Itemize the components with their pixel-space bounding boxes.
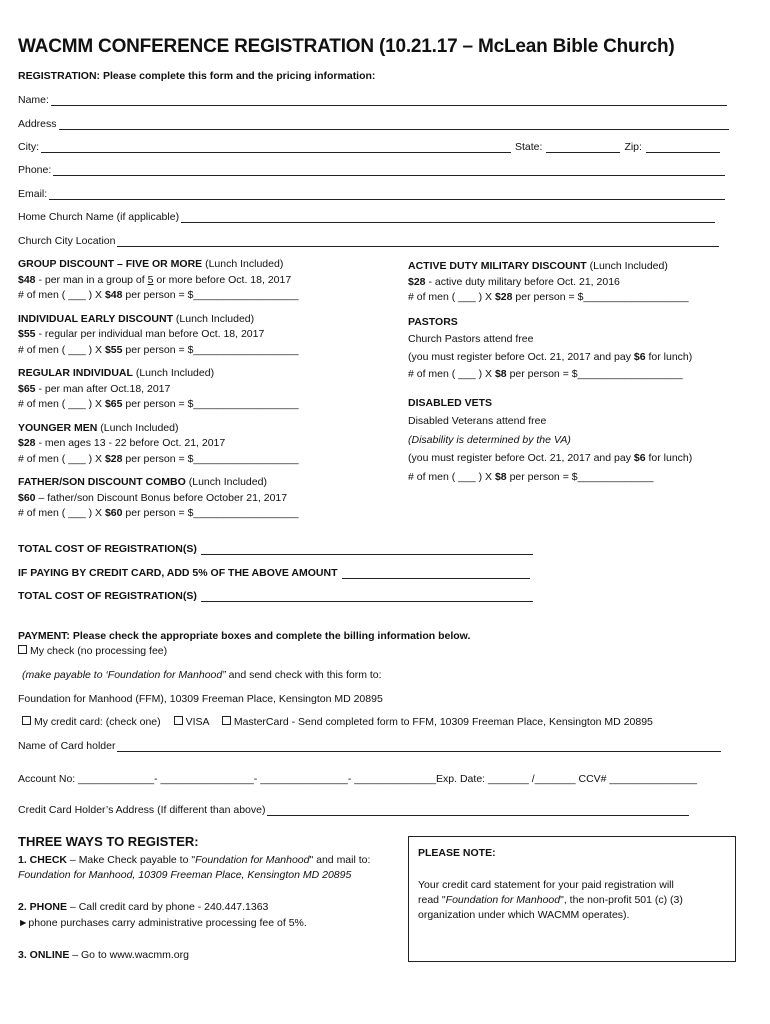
state-label: State: [515, 141, 543, 153]
younger-heading: YOUNGER MEN [18, 421, 98, 434]
credit-surcharge-field[interactable] [342, 567, 530, 579]
group-desc-b: or more before Oct. 18, 2017 [153, 273, 292, 286]
address-field[interactable] [59, 118, 729, 130]
regular-men-a: # of men ( ___ ) X [18, 398, 105, 410]
holder-address-label: Credit Card Holder’s Address (If different than above) [18, 804, 266, 816]
group-heading: GROUP DISCOUNT – FIVE OR MORE [18, 258, 203, 270]
page-title: WACMM CONFERENCE REGISTRATION (10.21.17 – McLean Bible Church) [18, 36, 675, 57]
early-heading: INDIVIDUAL EARLY DISCOUNT [18, 312, 173, 325]
younger-desc: - men ages 13 - 22 before Oct. 21, 2017 [35, 437, 226, 449]
three-ways-heading: THREE WAYS TO REGISTER: [18, 834, 199, 849]
please-note-box [408, 836, 736, 962]
pastors-note-price: $6 [633, 350, 646, 363]
group-men-price: $48 [104, 289, 123, 301]
payable-line [22, 669, 382, 681]
vets-note-price: $6 [633, 452, 646, 464]
regular-men-price: $65 [104, 398, 123, 410]
early-men-a: # of men ( ___ ) X [18, 343, 105, 356]
visa-option[interactable] [174, 716, 209, 728]
military-heading: ACTIVE DUTY MILITARY DISCOUNT [408, 260, 587, 272]
note-line-3: organization under which WACMM operates). [418, 909, 630, 921]
note-line-2b: ", the non-profit 501 (c) (3) [560, 894, 683, 906]
name-field[interactable] [51, 94, 727, 106]
total-label-1: TOTAL COST OF REGISTRATION(S) [18, 543, 197, 555]
pastors-heading: PASTORS [408, 315, 458, 328]
military-men-b: per person = $__________________ [512, 291, 689, 303]
church-city-label: Church City Location [18, 235, 116, 247]
way-check [18, 854, 370, 866]
group-men-line[interactable] [18, 288, 398, 304]
pastors-men-price: $8 [494, 368, 507, 380]
credit-surcharge-label: IF PAYING BY CREDIT CARD, ADD 5% OF THE ABOVE AMOUNT [18, 567, 338, 579]
regular-men-line[interactable] [18, 397, 398, 413]
name-label: Name: [18, 94, 49, 106]
vets-italic: (Disability is determined by the VA) [408, 433, 571, 446]
younger-men-line[interactable] [18, 452, 398, 468]
younger-men-price: $28 [104, 452, 123, 465]
early-men-line[interactable] [18, 343, 398, 359]
credit-card-option[interactable] [22, 716, 161, 728]
younger-men-a: # of men ( ___ ) X [18, 452, 105, 465]
my-check-label: My check (no processing fee) [30, 645, 168, 657]
my-check-checkbox[interactable] [18, 645, 27, 654]
vets-men-a: # of men ( ___ ) X [408, 470, 495, 483]
card-holder-label: Name of Card holder [18, 740, 116, 752]
mastercard-option[interactable] [222, 716, 653, 728]
visa-label: VISA [185, 716, 209, 728]
pastors-men-line[interactable] [408, 366, 748, 384]
regular-men-b: per person = $__________________ [122, 398, 299, 410]
ffm-address: Foundation for Manhood (FFM), 10309 Freeman Place, Kensington MD 20895 [18, 693, 383, 705]
payable-rest: and send check with this form to: [225, 669, 382, 681]
vets-men-b: per person = $_____________ [506, 470, 654, 483]
credit-surcharge-row [18, 567, 530, 579]
visa-checkbox[interactable] [174, 716, 183, 725]
note-line-1: Your credit card statement for your paid registration will [418, 879, 674, 891]
pastors-men-a: # of men ( ___ ) X [408, 368, 495, 380]
zip-label: Zip: [624, 141, 642, 153]
card-holder-row [18, 740, 721, 752]
city-row [18, 141, 720, 153]
group-five: 5 [147, 273, 154, 286]
regular-desc: - per man after Oct.18, 2017 [35, 382, 171, 395]
email-row [18, 188, 725, 200]
way-check-text-a: – Make Check payable to " [67, 854, 196, 866]
state-field[interactable] [546, 141, 620, 153]
younger-lunch: (Lunch Included) [100, 421, 179, 434]
note-line-2 [418, 894, 683, 906]
credit-card-checkbox[interactable] [22, 716, 31, 725]
note-line-2a: read " [418, 894, 446, 906]
payment-heading: PAYMENT: Please check the appropriate boxes and complete the billing information below. [18, 630, 471, 642]
vets-men-line[interactable] [408, 468, 748, 487]
father-son-combo [18, 475, 398, 522]
account-number-line[interactable]: Account No: _____________- ________________- _______________- ______________Exp. Date: _______ /_______ CCV# _______________ [18, 773, 698, 785]
way-check-address [18, 869, 351, 881]
disabled-vets-section [408, 394, 748, 487]
group-discount [18, 257, 398, 304]
way-online-text: – Go to www.wacmm.org [69, 949, 189, 961]
my-check-option[interactable] [18, 645, 167, 657]
way-phone-note: ►phone purchases carry administrative processing fee of 5%. [18, 917, 307, 929]
military-price: $28 [408, 275, 426, 288]
city-label: City: [18, 141, 39, 153]
phone-row [18, 164, 725, 176]
pastors-section [408, 314, 748, 384]
way-phone [18, 901, 268, 913]
way-phone-label: 2. PHONE [18, 901, 68, 913]
please-note-heading: PLEASE NOTE: [418, 847, 496, 859]
church-city-row [18, 235, 719, 247]
church-city-field[interactable] [117, 235, 719, 247]
early-discount [18, 312, 398, 359]
group-price: $48 [18, 273, 36, 286]
holder-address-row [18, 804, 689, 816]
military-desc: - active duty military before Oct. 21, 2016 [425, 275, 620, 288]
way-check-label: 1. CHECK [18, 854, 68, 866]
early-men-b: per person = $__________________ [122, 343, 299, 356]
pastors-note-b: for lunch) [645, 350, 693, 363]
address-label: Address [18, 118, 57, 130]
way-online [18, 949, 189, 961]
phone-field[interactable] [53, 164, 725, 176]
vets-heading: DISABLED VETS [408, 396, 493, 409]
father-son-men-price: $60 [104, 507, 123, 519]
father-son-men-a: # of men ( ___ ) X [18, 507, 105, 519]
pastors-note-a: (you must register before Oct. 21, 2017 and pay [408, 350, 634, 363]
regular-individual [18, 366, 398, 413]
mastercard-label: MasterCard - Send completed form to FFM, 10309 Freeman Place, Kensington MD 20895 [233, 716, 653, 728]
father-son-lunch: (Lunch Included) [188, 476, 267, 488]
group-desc-a: - per man in a group of [35, 273, 148, 286]
payable-italic: (make payable to ‘Foundation for Manhood” [22, 669, 226, 681]
military-discount [408, 259, 748, 306]
card-holder-field[interactable] [117, 740, 721, 752]
card-options-row [22, 716, 653, 728]
father-son-price: $60 [18, 491, 36, 504]
address-row [18, 118, 729, 130]
father-son-desc: – father/son Discount Bonus before October 21, 2017 [35, 491, 288, 504]
vets-men-price: $8 [494, 470, 507, 483]
pricing-left-column [18, 257, 398, 530]
father-son-heading: FATHER/SON DISCOUNT COMBO [18, 476, 186, 488]
registration-instructions: REGISTRATION: Please complete this form and the pricing information: [18, 70, 376, 82]
way-check-text-b: " and mail to: [309, 854, 371, 866]
way-check-address-text: Foundation for Manhood, 10309 Freeman Place, Kensington MD 20895 [18, 869, 352, 881]
pastors-desc: Church Pastors attend free [408, 333, 534, 345]
credit-card-label: My credit card: (check one) [34, 716, 161, 728]
way-check-italic: Foundation for Manhood [195, 854, 310, 866]
regular-price: $65 [18, 382, 36, 395]
home-church-field[interactable] [181, 211, 715, 223]
email-field[interactable] [49, 188, 725, 200]
pricing-right-column [408, 259, 748, 486]
way-online-label: 3. ONLINE [18, 949, 70, 961]
note-line-2-italic: Foundation for Manhood [445, 894, 561, 906]
military-men-line[interactable] [408, 290, 748, 306]
total-label-2: TOTAL COST OF REGISTRATION(S) [18, 590, 197, 602]
total-row-1 [18, 543, 533, 555]
vets-note-a: (you must register before Oct. 21, 2017 and pay [408, 452, 634, 464]
younger-price: $28 [18, 437, 36, 449]
vets-desc: Disabled Veterans attend free [408, 415, 547, 427]
father-son-men-line[interactable] [18, 506, 398, 522]
total-field-2[interactable] [201, 590, 533, 602]
regular-heading: REGULAR INDIVIDUAL [18, 367, 133, 379]
group-men-b: per person = $__________________ [122, 289, 299, 301]
home-church-row [18, 211, 715, 223]
holder-address-field[interactable] [267, 804, 689, 816]
early-lunch: (Lunch Included) [175, 312, 255, 325]
total-field-1[interactable] [201, 543, 533, 555]
group-men-a: # of men ( ___ ) X [18, 289, 105, 301]
younger-men-b: per person = $__________________ [122, 452, 299, 465]
city-field[interactable] [41, 141, 511, 153]
early-desc: - regular per individual man before Oct. 18, 2017 [35, 328, 265, 340]
name-row [18, 94, 727, 106]
phone-label: Phone: [18, 164, 52, 176]
total-row-2 [18, 590, 533, 602]
father-son-men-b: per person = $__________________ [122, 507, 299, 519]
younger-men [18, 421, 398, 468]
mastercard-checkbox[interactable] [222, 716, 231, 725]
regular-lunch: (Lunch Included) [135, 367, 215, 379]
military-men-price: $28 [494, 291, 513, 303]
early-men-price: $55 [104, 343, 123, 356]
group-lunch: (Lunch Included) [205, 258, 284, 270]
way-phone-text: – Call credit card by phone - 240.447.1363 [67, 901, 269, 913]
zip-field[interactable] [646, 141, 720, 153]
early-price: $55 [18, 328, 36, 340]
home-church-label: Home Church Name (if applicable) [18, 211, 180, 223]
military-men-a: # of men ( ___ ) X [408, 291, 495, 303]
pastors-men-b: per person = $__________________ [506, 368, 683, 380]
military-lunch: (Lunch Included) [589, 260, 668, 272]
vets-note-b: for lunch) [645, 452, 693, 464]
email-label: Email: [18, 188, 48, 200]
